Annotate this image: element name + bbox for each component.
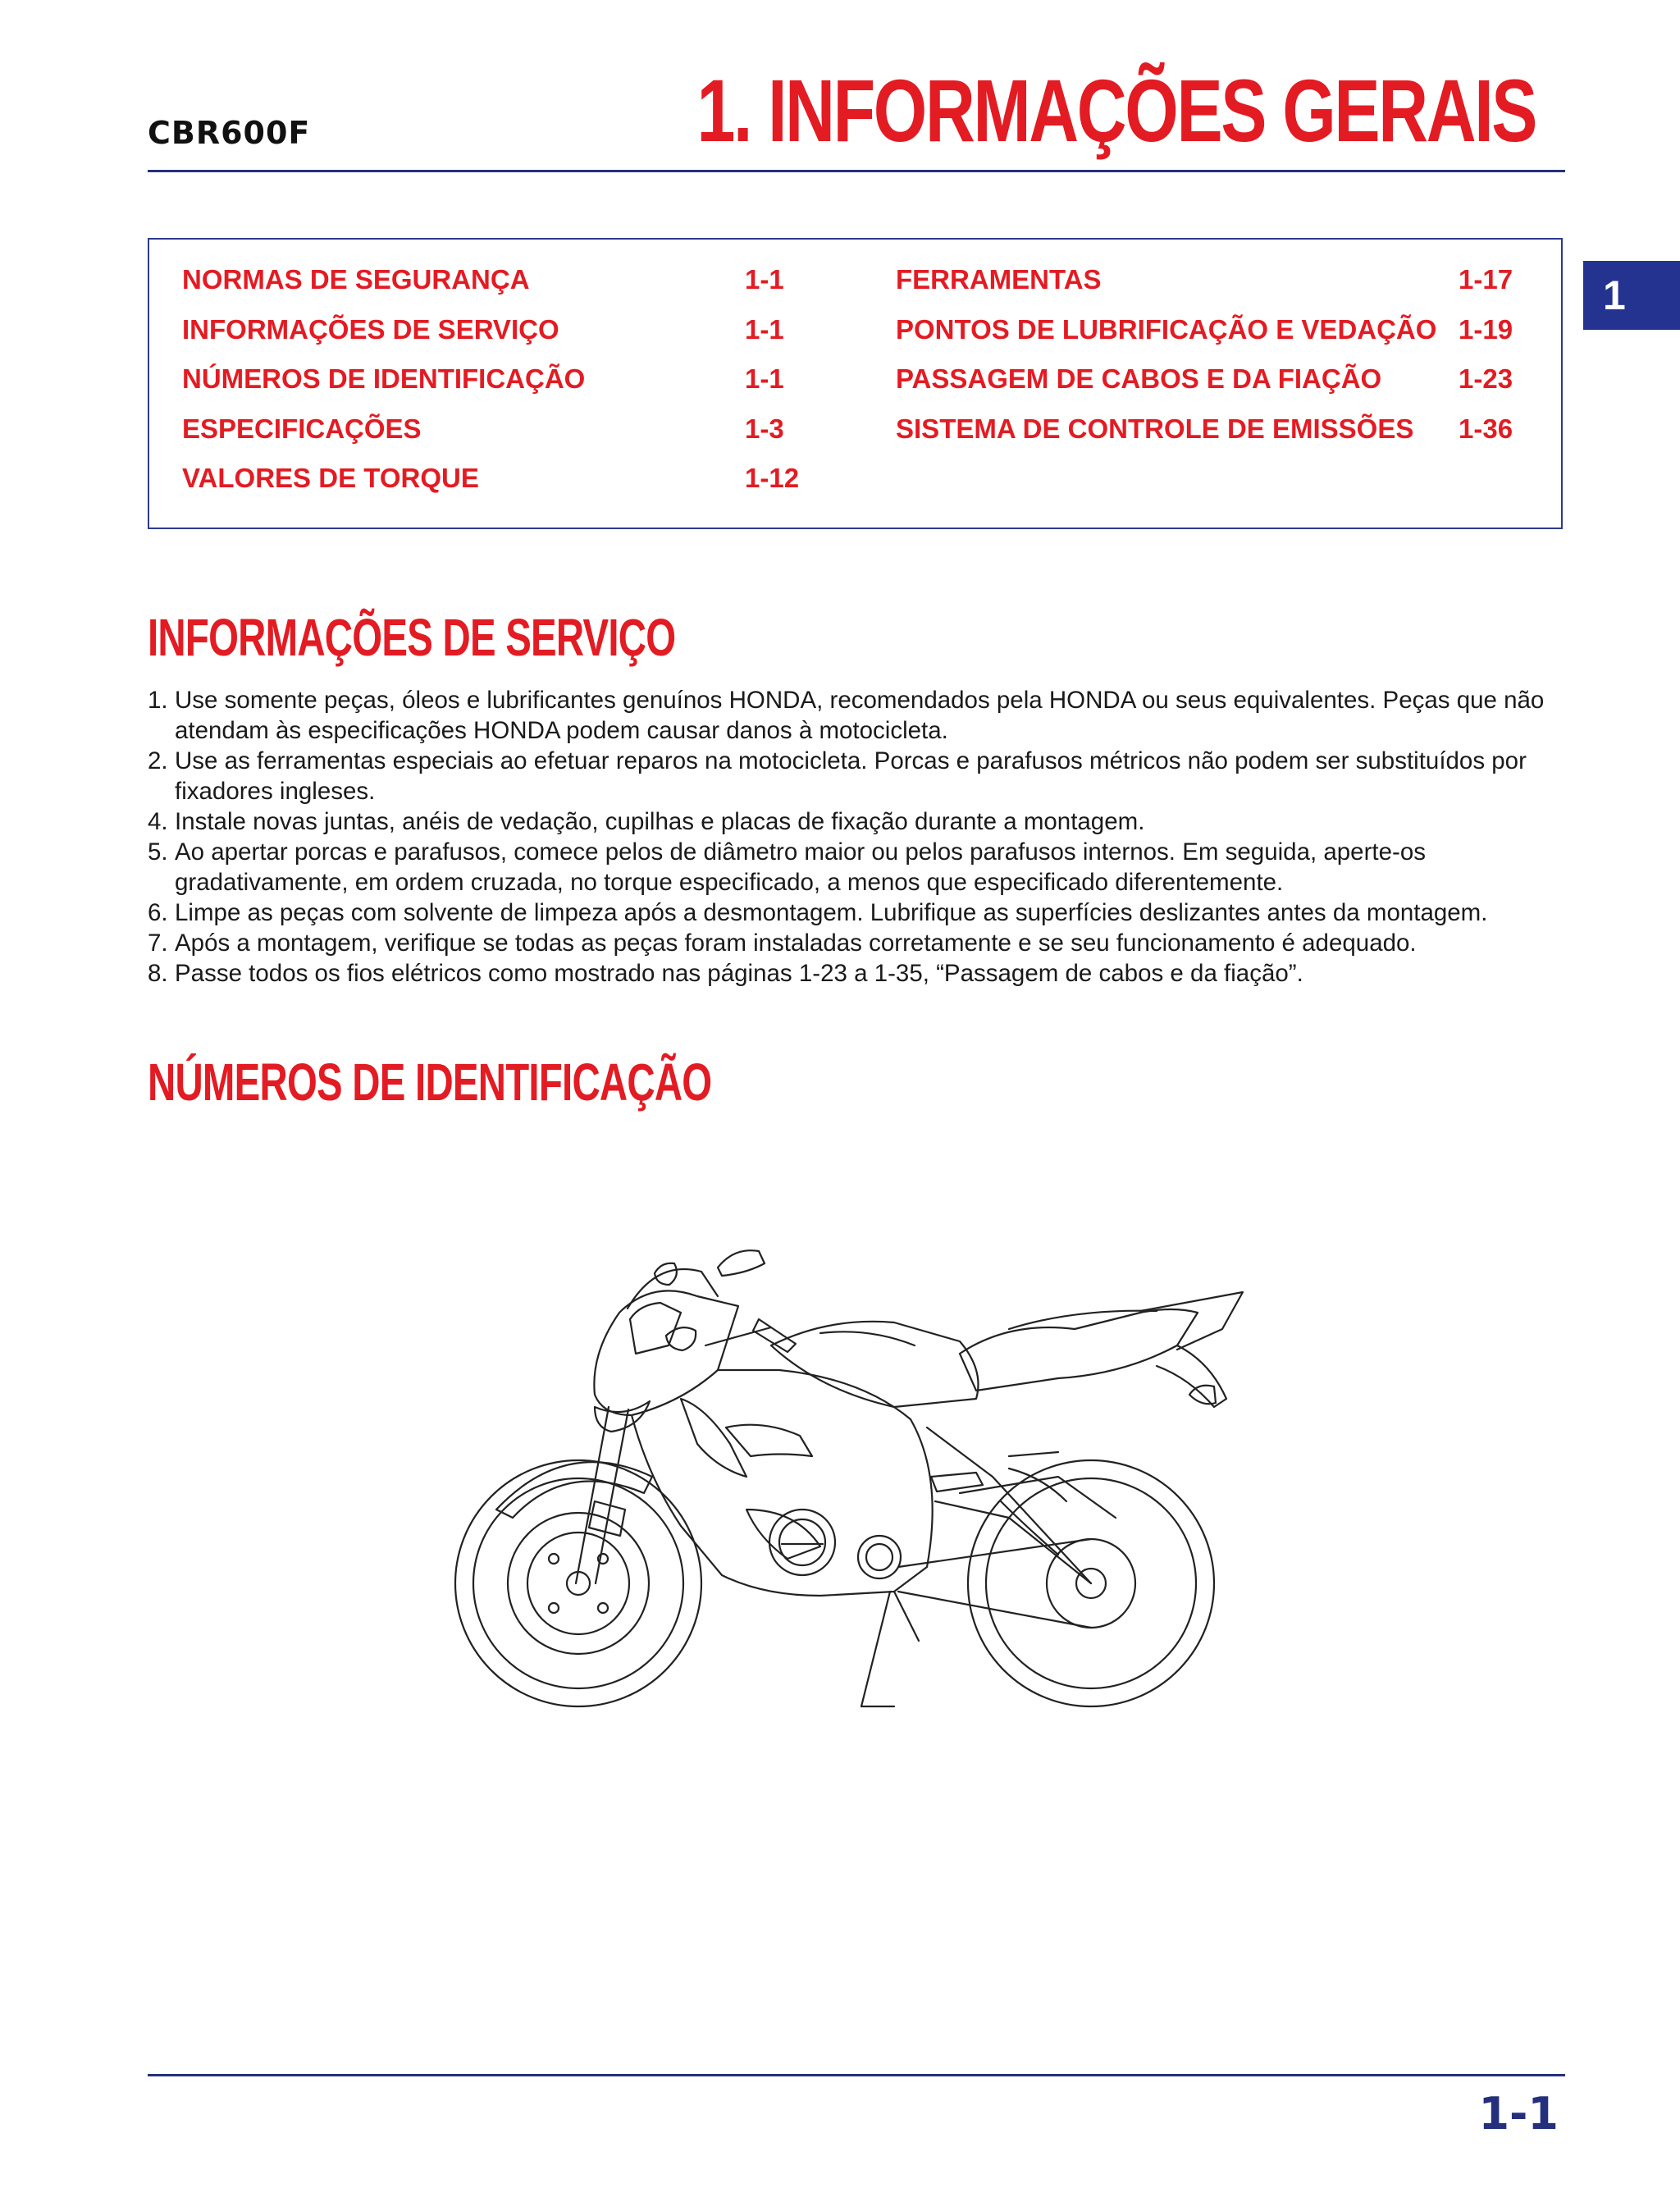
toc-entry-page: 1-3 (745, 413, 784, 444)
step-number: 1. (148, 687, 168, 714)
motorcycle-illustration (435, 1231, 1280, 1723)
toc-entry-page: 1-17 (1459, 264, 1513, 295)
page-number: 1-1 (1478, 2088, 1559, 2140)
list-item (148, 898, 1567, 928)
toc-entry-label[interactable]: NÚMEROS DE IDENTIFICAÇÃO (182, 363, 586, 394)
step-text: Instale novas juntas, anéis de vedação, cupilhas e placas de fixação durante a montagem. (175, 808, 1145, 835)
toc-entry-page: 1-1 (745, 363, 784, 394)
chapter-tab[interactable]: 1 (1583, 261, 1680, 330)
step-text: Ao apertar porcas e parafusos, comece pelos de diâmetro maior ou pelos parafusos internos. Em seguida, aperte-os gradativamente, em ordem cruzada, no torque especificado, a menos que especificado diferentemente. (175, 838, 1426, 896)
service-steps (148, 685, 1567, 989)
chapter-title: 1. INFORMAÇÕES GERAIS (696, 61, 1536, 160)
toc-entry-label[interactable]: NORMAS DE SEGURANÇA (182, 264, 530, 295)
list-item (148, 928, 1567, 958)
toc-entry-label[interactable]: FERRAMENTAS (896, 264, 1102, 295)
step-number: 2. (148, 747, 168, 774)
toc-entry-label[interactable]: VALORES DE TORQUE (182, 463, 479, 493)
step-text: Após a montagem, verifique se todas as peças foram instaladas corretamente e se seu funcionamento é adequado. (175, 930, 1417, 957)
model-label: CBR600F (148, 115, 311, 151)
list-item (148, 837, 1567, 898)
list-item (148, 806, 1567, 837)
list-item (148, 958, 1567, 989)
list-item (148, 685, 1567, 746)
toc-entry-label[interactable]: SISTEMA DE CONTROLE DE EMISSÕES (896, 413, 1414, 444)
toc-entry-label[interactable]: PONTOS DE LUBRIFICAÇÃO E VEDAÇÃO (896, 314, 1437, 345)
toc-entry-page: 1-1 (745, 314, 784, 345)
step-number: 6. (148, 899, 168, 926)
service-info-heading: INFORMAÇÕES DE SERVIÇO (148, 608, 676, 667)
toc-entry-label[interactable]: PASSAGEM DE CABOS E DA FIAÇÃO (896, 363, 1382, 394)
step-number: 4. (148, 808, 168, 835)
header-rule (148, 170, 1565, 172)
step-text: Use somente peças, óleos e lubrificantes genuínos HONDA, recomendados pela HONDA ou seus equivalentes. Peças que não atendam às especificações HONDA podem causar danos à motocicleta. (175, 687, 1545, 744)
toc-entry-page: 1-1 (745, 264, 784, 295)
toc-entry-page: 1-19 (1459, 314, 1513, 345)
identification-heading: NÚMEROS DE IDENTIFICAÇÃO (148, 1053, 712, 1112)
step-text: Passe todos os fios elétricos como mostrado nas páginas 1-23 a 1-35, “Passagem de cabos e da fiação”. (175, 960, 1303, 987)
list-item (148, 746, 1567, 806)
toc-entry-page: 1-12 (745, 463, 800, 493)
footer-rule (148, 2074, 1565, 2076)
step-text: Limpe as peças com solvente de limpeza após a desmontagem. Lubrifique as superfícies deslizantes antes da montagem. (175, 899, 1488, 926)
toc-entry-label[interactable]: INFORMAÇÕES DE SERVIÇO (182, 314, 559, 345)
step-number: 7. (148, 930, 168, 957)
toc-entry-label[interactable]: ESPECIFICAÇÕES (182, 413, 422, 444)
step-number: 5. (148, 838, 168, 866)
step-text: Use as ferramentas especiais ao efetuar reparos na motocicleta. Porcas e parafusos métricos não podem ser substituídos por fixadores ingleses. (175, 747, 1527, 805)
toc-entry-page: 1-23 (1459, 363, 1513, 394)
toc-entry-page: 1-36 (1459, 413, 1513, 444)
step-number: 8. (148, 960, 168, 987)
table-of-contents (148, 238, 1563, 529)
